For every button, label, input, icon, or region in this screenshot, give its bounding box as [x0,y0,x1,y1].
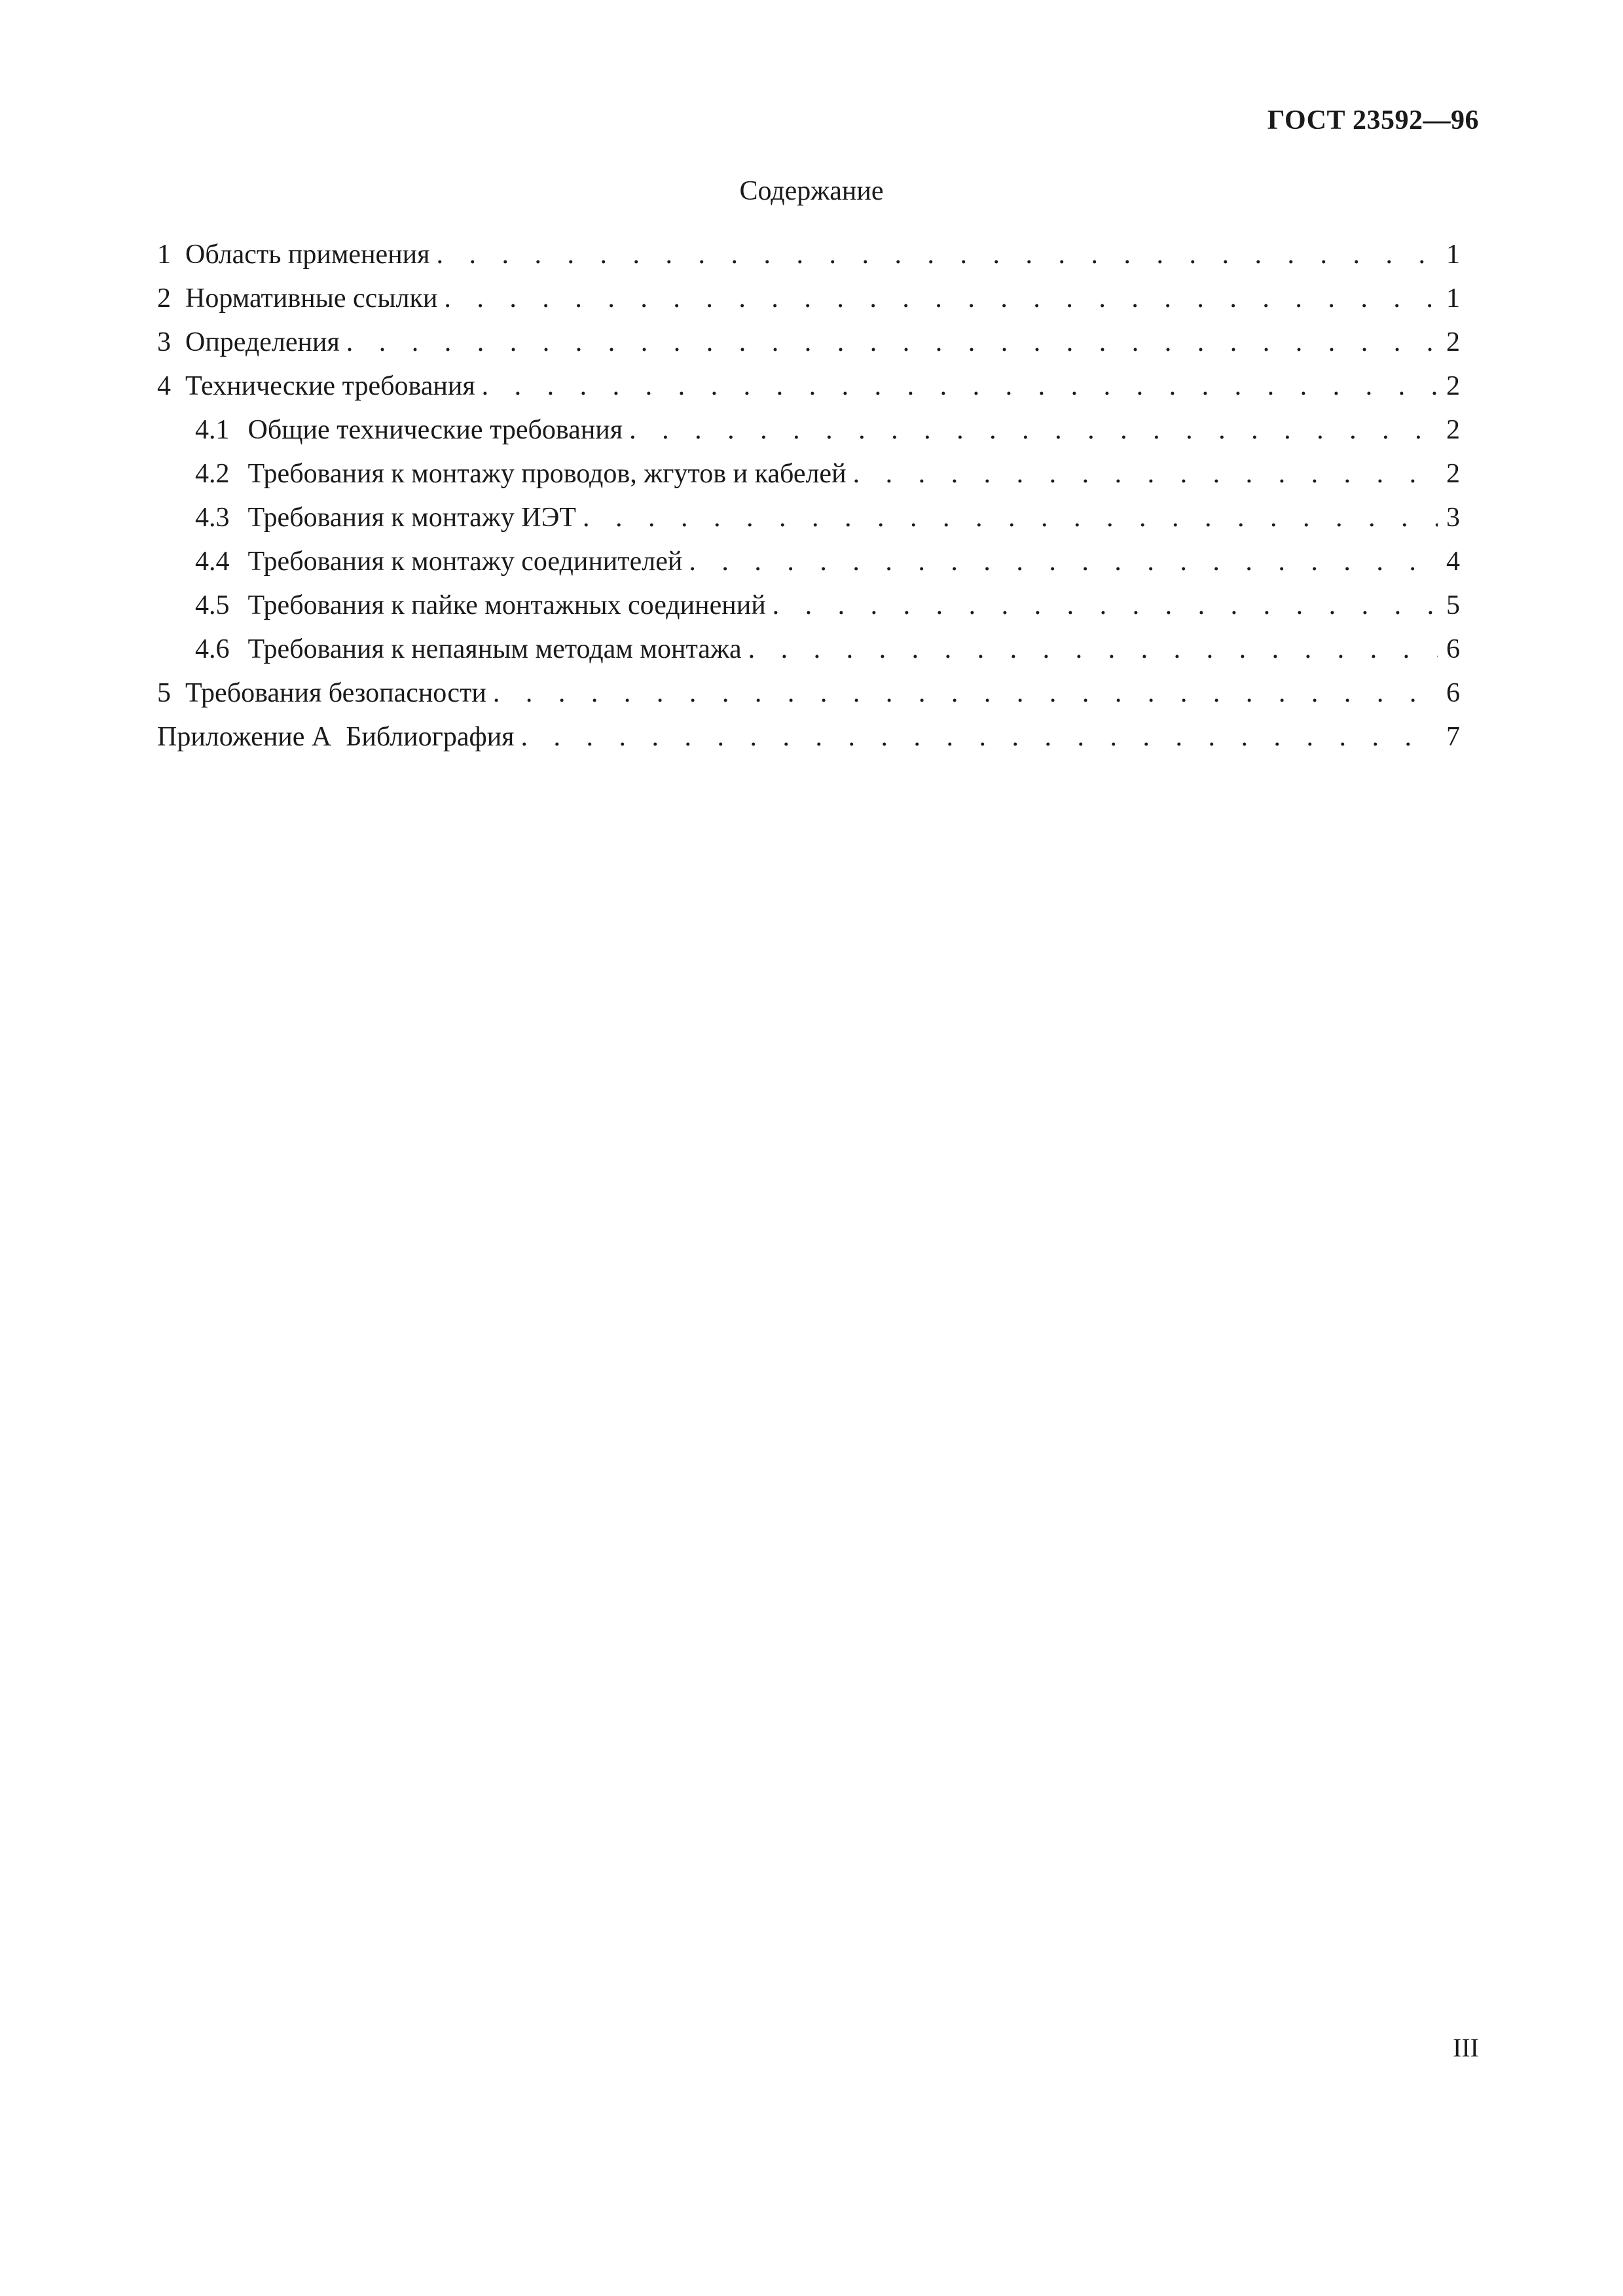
toc-entry[interactable] [157,677,1460,721]
toc-subentry[interactable] [157,502,1460,546]
toc-subentry[interactable] [157,634,1460,677]
toc-entry-page: 1 [1446,240,1460,270]
toc-dot-leader [748,634,1438,665]
toc-entry-number: 4 [157,371,171,401]
toc-entry-number: 4.5 [195,590,230,620]
toc-entry[interactable] [157,370,1460,414]
toc-entry-number: 4.2 [195,459,230,489]
toc-entry-page: 1 [1446,283,1460,314]
toc-entry-title: Технические требования [185,371,475,401]
toc-entry-number: 4.3 [195,503,230,533]
toc-entry-page: 4 [1446,547,1460,577]
toc-dot-leader [346,327,1438,358]
toc-entry-title: Требования к монтажу соединителей [247,547,683,577]
toc-entry-title: Требования к непаяным методам монтажа [247,634,742,664]
toc-entry[interactable] [157,283,1460,327]
toc-entry[interactable] [157,239,1460,283]
toc-entry-number: 4.6 [195,634,230,664]
toc-entry-page: 2 [1446,459,1460,489]
toc-entry-number: 5 [157,678,171,708]
toc-entry-title: Требования к пайке монтажных соединений [247,590,766,620]
toc-dot-leader [629,414,1438,446]
toc-entry-number: 4.4 [195,547,230,577]
toc-entry-page: 5 [1446,590,1460,620]
toc-entry-title: Нормативные ссылки [185,283,438,314]
toc-entry-page: 2 [1446,371,1460,401]
toc-dot-leader [436,239,1438,270]
toc-entry-page: 2 [1446,415,1460,445]
toc-entry-page: 3 [1446,503,1460,533]
toc-entry-number: Приложение А [157,722,332,752]
toc-subentry[interactable] [157,590,1460,634]
toc-subentry[interactable] [157,546,1460,590]
table-of-contents [157,239,1460,765]
toc-entry-page: 6 [1446,678,1460,708]
toc-dot-leader [521,721,1438,753]
toc-entry-appendix[interactable] [157,721,1460,765]
toc-entry-title: Требования безопасности [185,678,486,708]
toc-dot-leader [583,502,1438,533]
toc-entry-number: 1 [157,240,171,270]
toc-entry-number: 2 [157,283,171,314]
toc-entry[interactable] [157,327,1460,370]
toc-dot-leader [853,458,1438,490]
toc-dot-leader [444,283,1438,314]
toc-entry-title: Требования к монтажу ИЭТ [247,503,576,533]
document-code: ГОСТ 23592—96 [1267,105,1479,135]
toc-entry-title: Требования к монтажу проводов, жгутов и кабелей [247,459,847,489]
toc-entry-title: Библиография [346,722,515,752]
toc-subentry[interactable] [157,414,1460,458]
toc-subentry[interactable] [157,458,1460,502]
page-number: III [1453,2033,1479,2062]
toc-entry-number: 4.1 [195,415,230,445]
toc-entry-page: 2 [1446,327,1460,357]
toc-entry-page: 7 [1446,722,1460,752]
toc-entry-title: Область применения [185,240,430,270]
toc-entry-number: 3 [157,327,171,357]
toc-dot-leader [482,370,1438,402]
toc-entry-title: Определения [185,327,340,357]
toc-entry-title: Общие технические требования [247,415,623,445]
toc-dot-leader [689,546,1438,577]
toc-dot-leader [493,677,1438,709]
toc-entry-page: 6 [1446,634,1460,664]
toc-dot-leader [773,590,1438,621]
toc-title: Содержание [739,176,884,206]
